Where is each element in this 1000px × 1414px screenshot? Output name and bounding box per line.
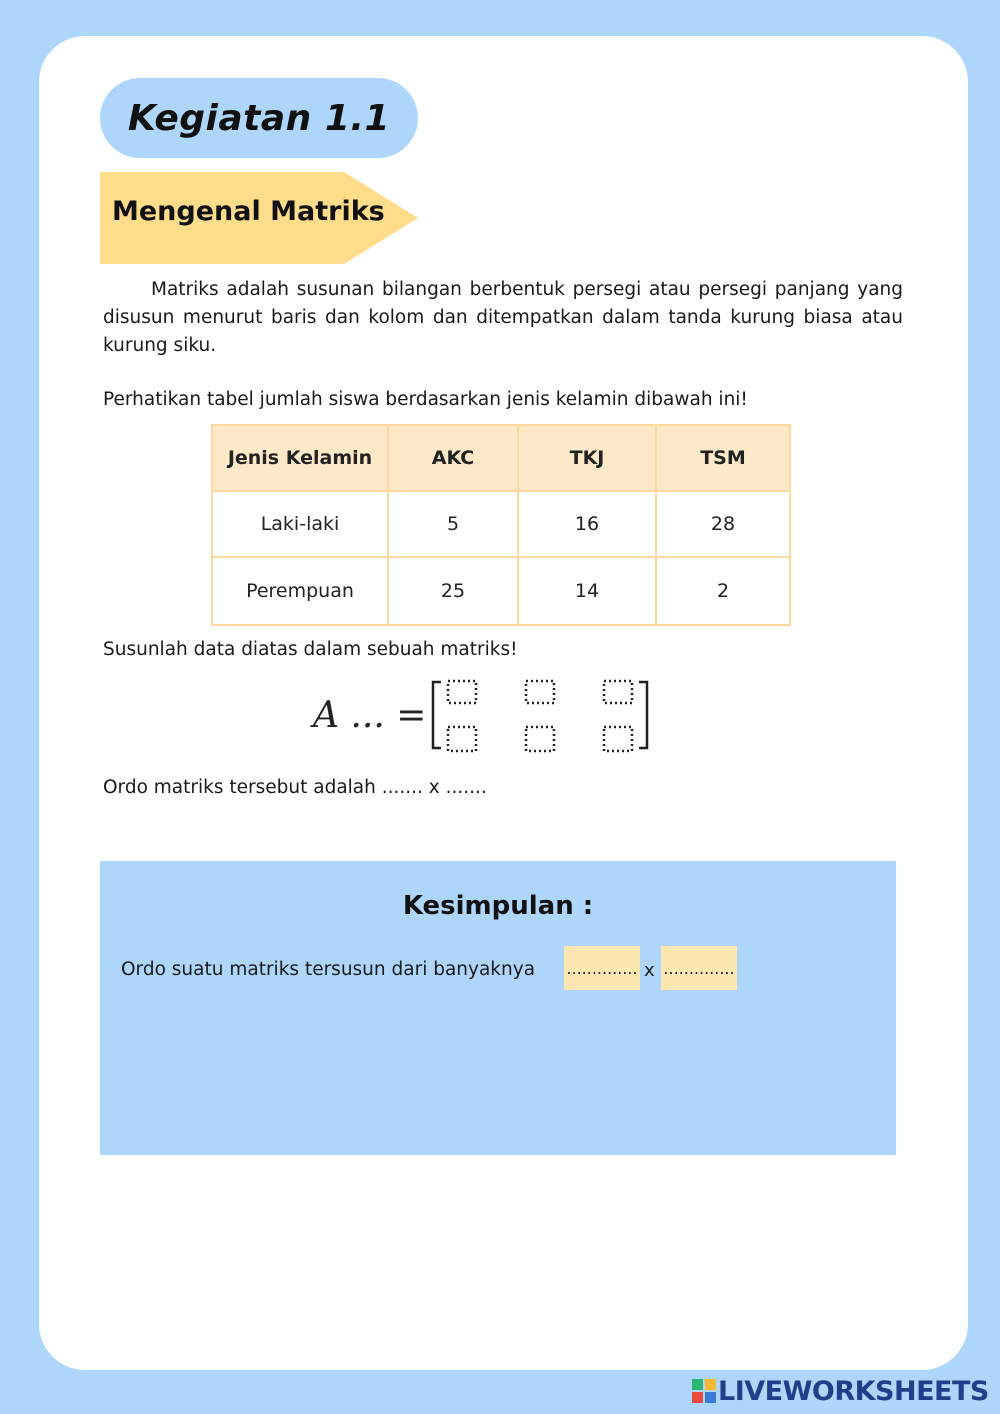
conclusion-text: Ordo suatu matriks tersusun dari banyaknya: [121, 959, 536, 980]
header-akc: AKC: [388, 425, 518, 491]
section-title: Mengenal Matriks: [112, 196, 385, 227]
matrix-entry-box[interactable]: [526, 727, 554, 751]
matrix-left-bracket: [433, 682, 441, 748]
table-row: [212, 491, 790, 557]
activity-title-pill: [100, 78, 418, 158]
footer-logo: [692, 1374, 989, 1408]
conclusion-box: [100, 861, 896, 1155]
section-banner: [100, 172, 418, 264]
header-tkj: TKJ: [518, 425, 656, 491]
ordo-line: Ordo matriks tersebut adalah ....... x .......: [103, 777, 487, 798]
table-header-row: [212, 425, 790, 491]
cell-tsm: 28: [656, 491, 790, 557]
cell-akc: 5: [388, 491, 518, 557]
table-instruction: Perhatikan tabel jumlah siswa berdasarkan jenis kelamin dibawah ini!: [103, 389, 748, 410]
matrix-right-bracket: [639, 682, 647, 748]
answer-blank-rows[interactable]: ..............: [564, 946, 640, 990]
cell-gender: Perempuan: [212, 557, 388, 625]
header-tsm: TSM: [656, 425, 790, 491]
cell-akc: 25: [388, 557, 518, 625]
activity-title: Kegiatan 1.1: [127, 97, 391, 139]
answer-blank-columns[interactable]: ..............: [661, 946, 737, 990]
matrix-entry-box[interactable]: [604, 681, 632, 703]
matrix-entry-box[interactable]: [448, 727, 476, 751]
matrix-equation: [295, 664, 685, 770]
cell-tsm: 2: [656, 557, 790, 625]
intro-paragraph: Matriks adalah susunan bilangan berbentuk persegi atau persegi panjang yang disusun menurut baris dan kolom dan ditempatkan dalam tanda kurung biasa atau kurung siku.: [103, 279, 903, 356]
conclusion-title: Kesimpulan :: [402, 891, 594, 921]
cell-tkj: 16: [518, 491, 656, 557]
matrix-instruction: Susunlah data diatas dalam sebuah matriks!: [103, 639, 518, 660]
matrix-entry-box[interactable]: [526, 681, 554, 703]
student-table: [211, 424, 791, 626]
matrix-entry-box[interactable]: [604, 727, 632, 751]
header-jenis-kelamin: Jenis Kelamin: [212, 425, 388, 491]
footer-brand: LIVEWORKSHEETS: [718, 1375, 989, 1407]
matrix-lhs: A ... =: [313, 695, 427, 736]
times-sign: x: [644, 960, 655, 981]
cell-gender: Laki-laki: [212, 491, 388, 557]
table-row: [212, 557, 790, 625]
cell-tkj: 14: [518, 557, 656, 625]
liveworksheets-logo-icon: [692, 1379, 716, 1403]
matrix-entry-box[interactable]: [448, 681, 476, 703]
